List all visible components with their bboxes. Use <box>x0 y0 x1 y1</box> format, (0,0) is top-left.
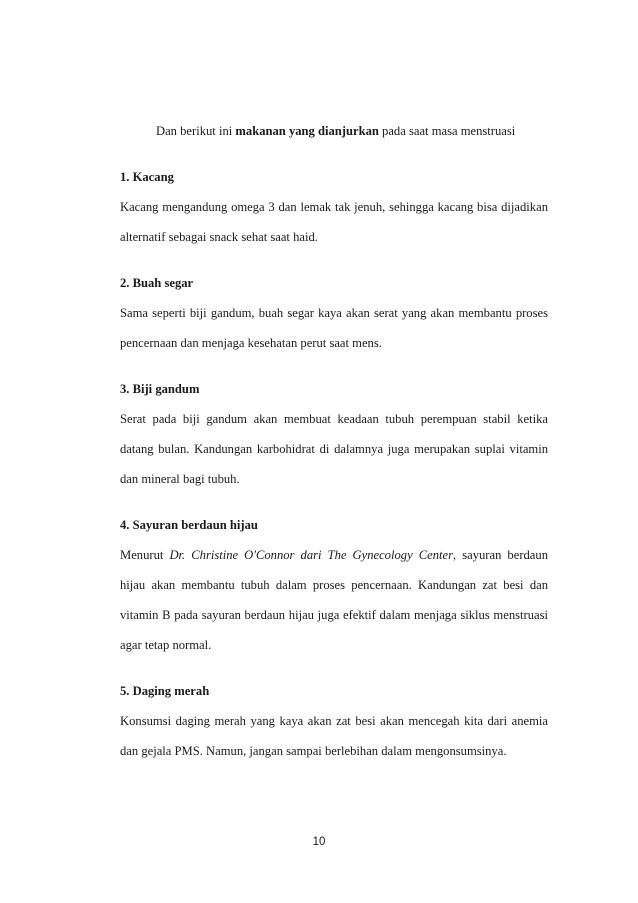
section-body: Konsumsi daging merah yang kaya akan zat besi akan mencegah kita dari anemia dan gejala PMS. Namun, jangan sampai berlebihan dalam mengonsumsinya. <box>120 714 548 758</box>
intro-text-start: Dan berikut ini <box>156 124 236 138</box>
section-heading: 4. Sayuran berdaun hijau <box>120 518 258 532</box>
section-kacang <box>120 162 548 252</box>
section-body: Serat pada biji gandum akan membuat keadaan tubuh perempuan stabil ketika datang bulan. Kandungan karbohidrat di dalamnya juga merupakan suplai vitamin dan mineral bagi tubuh. <box>120 412 548 486</box>
section-body-end: , sayuran berdaun hijau akan membantu tubuh dalam proses pencernaan. Kandungan zat besi dan vitamin B pada sayuran berdaun hijau juga efektif dalam menjaga siklus menstruasi agar tetap normal. <box>120 548 548 652</box>
intro-paragraph <box>120 116 548 146</box>
page-content <box>120 116 548 766</box>
section-sayuran-hijau <box>120 510 548 660</box>
section-body: Kacang mengandung omega 3 dan lemak tak jenuh, sehingga kacang bisa dijadikan alternatif sebagai snack sehat saat haid. <box>120 200 548 244</box>
page-number: 10 <box>312 836 326 848</box>
section-body: Sama seperti biji gandum, buah segar kaya akan serat yang akan membantu proses pencernaan dan menjaga kesehatan perut saat mens. <box>120 306 548 350</box>
section-heading: 2. Buah segar <box>120 276 194 290</box>
section-heading: 1. Kacang <box>120 170 174 184</box>
section-heading: 5. Daging merah <box>120 684 210 698</box>
section-biji-gandum <box>120 374 548 494</box>
intro-text-end: pada saat masa menstruasi <box>378 124 516 138</box>
section-heading: 3. Biji gandum <box>120 382 200 396</box>
section-daging-merah <box>120 676 548 766</box>
section-body-start: Menurut <box>120 548 170 562</box>
section-body <box>120 540 548 660</box>
intro-bold-phrase: makanan yang dianjurkan <box>235 124 379 138</box>
section-body-italic: Dr. Christine O'Connor dari The Gynecology Center <box>169 548 453 562</box>
section-buah-segar <box>120 268 548 358</box>
